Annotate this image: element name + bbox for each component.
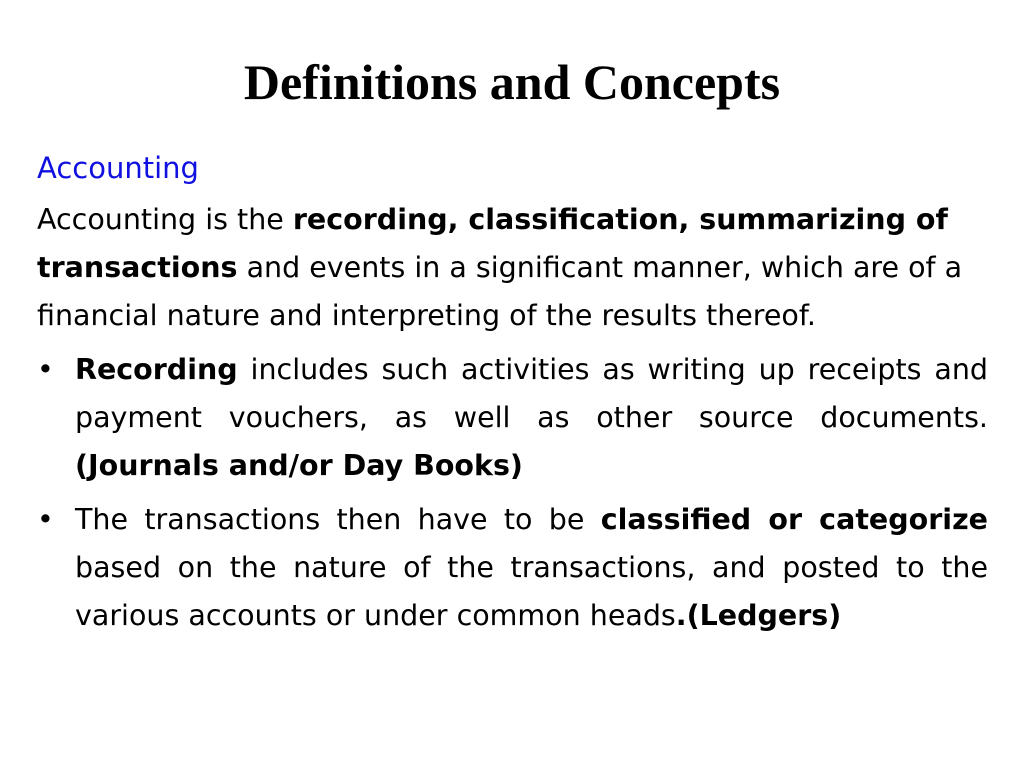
- definition-paragraph: [37, 196, 988, 340]
- bullet-item-classification: [37, 496, 988, 640]
- bullet-icon: •: [37, 503, 54, 536]
- bullet-bold-tail: (Journals and/or Day Books): [75, 449, 523, 482]
- bullet-icon: •: [37, 353, 54, 386]
- definition-lead: Accounting is the: [37, 203, 293, 236]
- bullet-bold-mid: classified or categorize: [600, 503, 988, 536]
- bullet-item-recording: [37, 346, 988, 490]
- bullet-list: [37, 346, 988, 640]
- bullet-text-lead: The transactions then have to be: [75, 503, 601, 536]
- bullet-bold-tail: .(Ledgers): [675, 599, 842, 632]
- slide-title: Definitions and Concepts: [243, 54, 781, 110]
- bullet-text: includes such activities as writing up receipts and payment vouchers, as well as other source documents.: [75, 353, 988, 434]
- bullet-text: based on the nature of the transactions, and posted to the various accounts or under common heads: [75, 551, 988, 632]
- section-heading: Accounting: [37, 151, 199, 185]
- definition-key-terms: recording, classification, summarizing of transactions: [37, 203, 948, 284]
- definition-rest: and events in a significant manner, which are of a financial nature and interpreting of the results thereof.: [37, 251, 963, 332]
- slide-body: [37, 146, 988, 646]
- bullet-bold-lead: Recording: [75, 353, 238, 386]
